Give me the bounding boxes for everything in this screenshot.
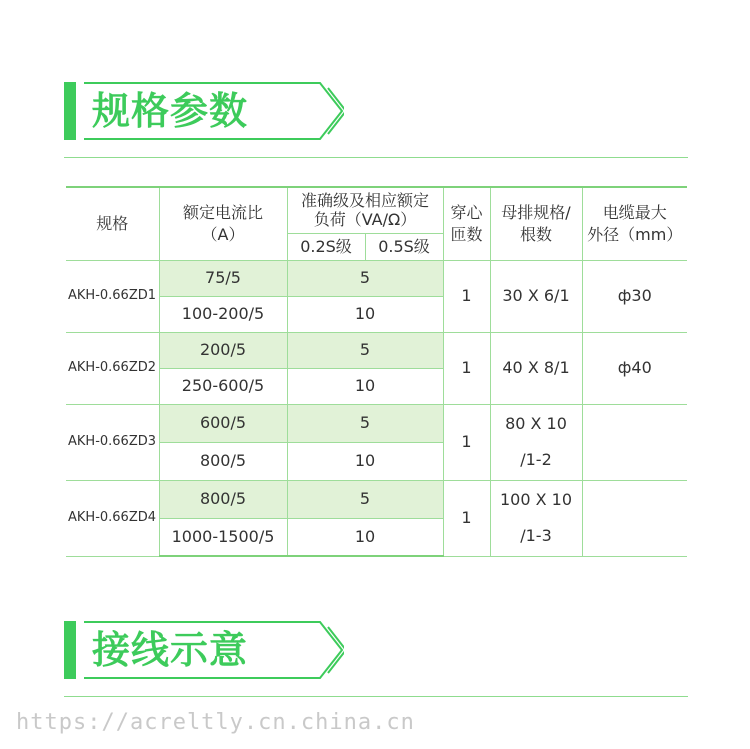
section-heading-params	[64, 82, 688, 142]
ratio-cell: 1000-1500/5	[159, 518, 287, 556]
header-busbar: 母排规格/ 根数	[490, 187, 582, 260]
turns-cell: 1	[443, 404, 490, 480]
cable-cell: ф40	[582, 332, 687, 404]
turns-cell: 1	[443, 332, 490, 404]
table-row	[66, 404, 687, 442]
table-row	[66, 332, 687, 368]
busbar-cell: 100 X 10 /1-3	[490, 480, 582, 556]
spec-table	[66, 186, 687, 557]
header-cable: 电缆最大 外径（mm）	[582, 187, 687, 260]
accent-bar	[64, 82, 76, 140]
accent-bar	[64, 621, 76, 679]
table-row	[66, 260, 687, 296]
ratio-cell: 800/5	[159, 442, 287, 480]
load-cell: 5	[287, 260, 443, 296]
cable-cell	[582, 480, 687, 556]
ratio-cell: 250-600/5	[159, 368, 287, 404]
busbar-cell: 30 X 6/1	[490, 260, 582, 332]
cable-cell: ф30	[582, 260, 687, 332]
section-title: 接线示意	[92, 628, 249, 672]
model-cell: AKH-0.66ZD2	[66, 332, 159, 404]
model-cell: AKH-0.66ZD1	[66, 260, 159, 332]
ratio-cell: 600/5	[159, 404, 287, 442]
busbar-cell: 40 X 8/1	[490, 332, 582, 404]
busbar-cell: 80 X 10 /1-2	[490, 404, 582, 480]
header-accuracy: 准确级及相应额定 负荷（VA/Ω）	[287, 187, 443, 233]
load-cell: 10	[287, 296, 443, 332]
ratio-cell: 800/5	[159, 480, 287, 518]
header-ratio: 额定电流比 （A）	[159, 187, 287, 260]
model-cell: AKH-0.66ZD3	[66, 404, 159, 480]
ratio-cell: 75/5	[159, 260, 287, 296]
load-cell: 10	[287, 518, 443, 556]
load-cell: 10	[287, 368, 443, 404]
header-turns: 穿心 匝数	[443, 187, 490, 260]
ratio-cell: 200/5	[159, 332, 287, 368]
divider	[64, 696, 688, 697]
header-model: 规格	[66, 187, 159, 260]
model-cell: AKH-0.66ZD4	[66, 480, 159, 556]
load-cell: 5	[287, 404, 443, 442]
turns-cell: 1	[443, 480, 490, 556]
cable-cell	[582, 404, 687, 480]
turns-cell: 1	[443, 260, 490, 332]
ratio-cell: 100-200/5	[159, 296, 287, 332]
header-acc-02s: 0.2S级	[287, 233, 365, 260]
section-title: 规格参数	[92, 89, 249, 133]
header-acc-05s: 0.5S级	[365, 233, 443, 260]
divider	[64, 157, 688, 158]
load-cell: 10	[287, 442, 443, 480]
table-row	[66, 480, 687, 518]
load-cell: 5	[287, 332, 443, 368]
section-heading-wiring	[64, 621, 688, 681]
watermark: https://acreltly.cn.china.cn	[16, 710, 415, 735]
load-cell: 5	[287, 480, 443, 518]
